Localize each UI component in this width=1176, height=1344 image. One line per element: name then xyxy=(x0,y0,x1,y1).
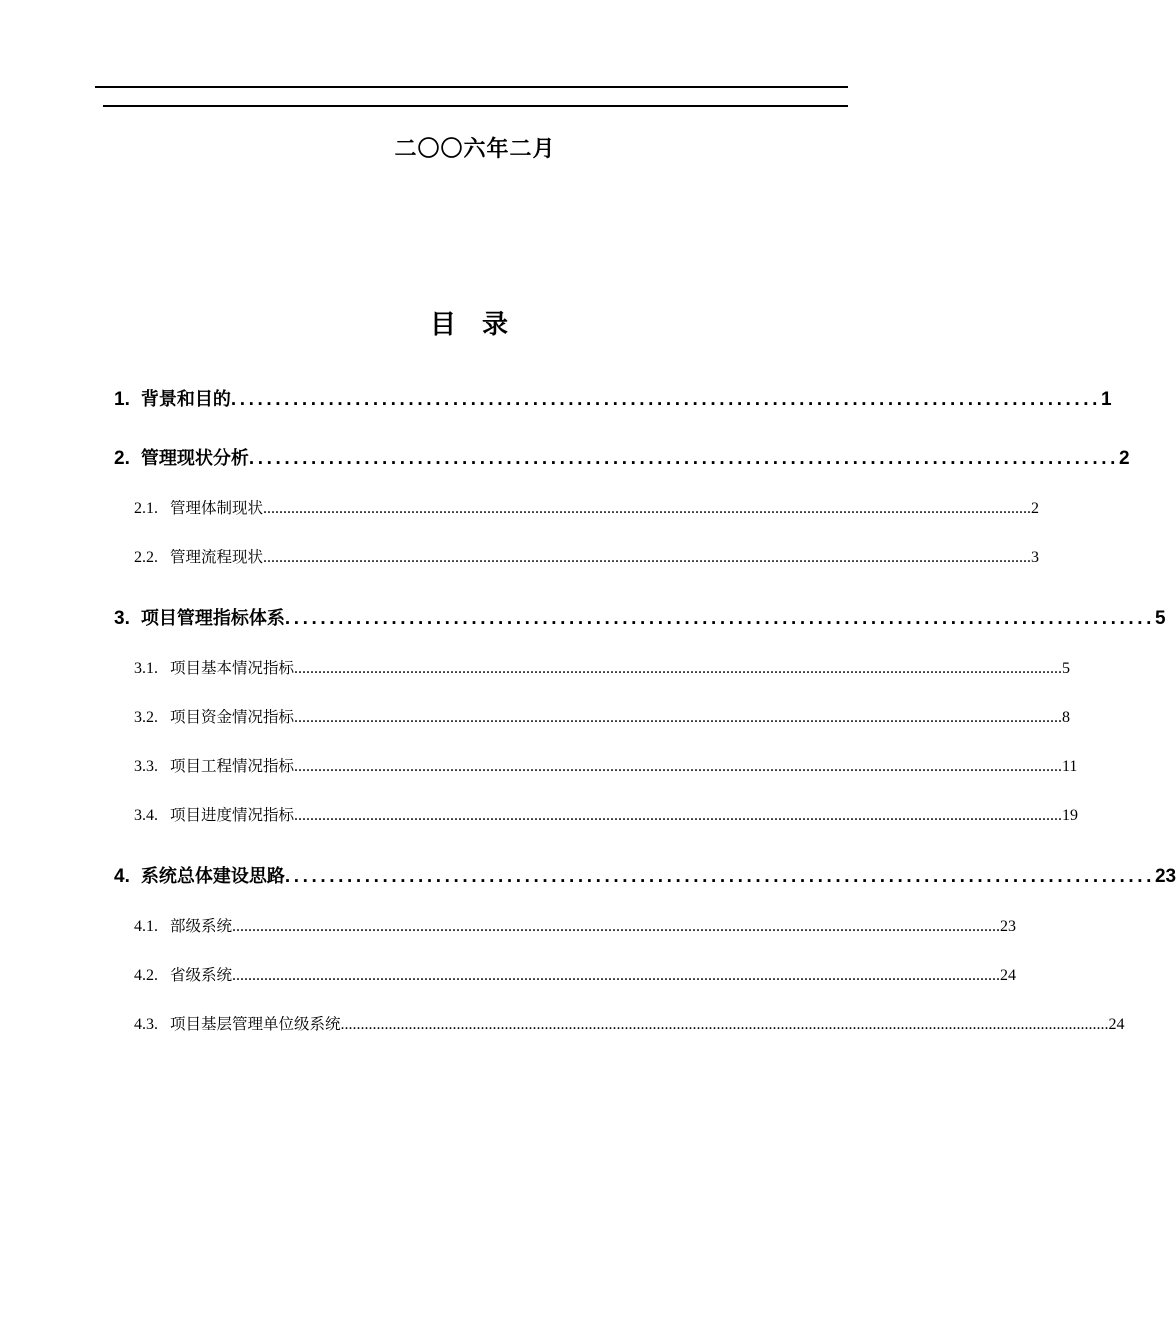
toc-entry-number: 3.4. xyxy=(134,807,158,824)
toc-entry[interactable] xyxy=(134,706,1071,729)
toc-leader-dots: ................................................................................................................................................................................................ xyxy=(294,660,1063,677)
toc-leader-dots: ................................................................................................................................................................................................ xyxy=(263,549,1032,566)
header-rule-bottom xyxy=(103,105,848,107)
toc-entry[interactable] xyxy=(134,964,1017,987)
toc-entry[interactable] xyxy=(114,388,1112,412)
toc-entry-label: 省级系统 xyxy=(170,966,233,984)
toc-entry-page: 24 xyxy=(1000,967,1017,984)
toc-entry-label: 管理流程现状 xyxy=(170,548,264,566)
toc-entry-number: 4.1. xyxy=(134,918,158,935)
toc-entry-label: 项目基层管理单位级系统 xyxy=(170,1015,341,1033)
document-date: 二〇〇六年二月 xyxy=(394,137,556,162)
toc-entry-page: 2 xyxy=(1031,500,1040,517)
toc-entry-label: 项目基本情况指标 xyxy=(170,659,295,677)
toc-leader-dots: ................................................................................................................................................................................................ xyxy=(294,758,1063,775)
toc-entry-number: 2. xyxy=(114,448,130,469)
toc-entry-number: 3. xyxy=(114,608,130,629)
toc-leader-dots: .................................................................................................. xyxy=(284,866,1155,887)
toc-entry[interactable] xyxy=(134,804,1079,827)
toc-entry-page: 2 xyxy=(1118,448,1130,469)
toc-leader-dots: .................................................................................................. xyxy=(284,608,1155,629)
toc-entry-page: 5 xyxy=(1062,660,1071,677)
toc-entry[interactable] xyxy=(134,915,1017,938)
toc-entry[interactable] xyxy=(114,865,1176,889)
toc-entry-number: 3.1. xyxy=(134,660,158,677)
toc-entry-page: 19 xyxy=(1062,807,1079,824)
toc-leader-dots: ................................................................................................................................................................................................ xyxy=(263,500,1032,517)
toc-leader-dots: .................................................................................................. xyxy=(248,448,1119,469)
toc-entry-number: 4.2. xyxy=(134,967,158,984)
toc-leader-dots: .................................................................................................. xyxy=(230,389,1101,410)
toc-entry-page: 5 xyxy=(1154,608,1166,629)
toc-entry-label: 系统总体建设思路 xyxy=(140,866,285,887)
toc-entry-number: 4.3. xyxy=(134,1016,158,1033)
toc-entry[interactable] xyxy=(134,497,1040,520)
toc-entry[interactable] xyxy=(114,607,1166,631)
toc-leader-dots: ................................................................................................................................................................................................ xyxy=(340,1016,1109,1033)
header-rule-top xyxy=(95,86,848,88)
toc-entry-label: 部级系统 xyxy=(170,917,233,935)
toc-leader-dots: ................................................................................................................................................................................................ xyxy=(232,918,1001,935)
toc-entry-page: 24 xyxy=(1108,1016,1125,1033)
toc-entry-label: 项目资金情况指标 xyxy=(170,708,295,726)
toc-entry-label: 管理体制现状 xyxy=(170,499,264,517)
toc-entry-number: 3.2. xyxy=(134,709,158,726)
toc-entry-number: 2.1. xyxy=(134,500,158,517)
toc-entry-label: 项目管理指标体系 xyxy=(140,608,285,629)
toc-leader-dots: ................................................................................................................................................................................................ xyxy=(232,967,1001,984)
toc-entry[interactable] xyxy=(134,657,1071,680)
toc-leader-dots: ................................................................................................................................................................................................ xyxy=(294,807,1063,824)
toc-entry-number: 2.2. xyxy=(134,549,158,566)
toc-entry-page: 23 xyxy=(1000,918,1017,935)
toc-entry[interactable] xyxy=(134,1013,1125,1036)
toc-entry[interactable] xyxy=(114,447,1130,471)
toc-entry-page: 1 xyxy=(1100,389,1112,410)
toc-entry-page: 3 xyxy=(1031,549,1040,566)
toc-leader-dots: ................................................................................................................................................................................................ xyxy=(294,709,1063,726)
toc-entry[interactable] xyxy=(134,546,1040,569)
toc-entry[interactable] xyxy=(134,755,1078,778)
toc-entry-number: 3.3. xyxy=(134,758,158,775)
toc-title: 目录 xyxy=(429,310,534,340)
toc-entry-label: 项目进度情况指标 xyxy=(170,806,295,824)
toc-entry-page: 8 xyxy=(1062,709,1071,726)
toc-entry-page: 23 xyxy=(1154,866,1176,887)
toc-entry-number: 1. xyxy=(114,389,130,410)
toc-entry-label: 项目工程情况指标 xyxy=(170,757,295,775)
toc-entry-number: 4. xyxy=(114,866,130,887)
toc-entry-label: 背景和目的 xyxy=(140,389,231,410)
toc-entry-label: 管理现状分析 xyxy=(140,448,249,469)
toc-entry-page: 11 xyxy=(1062,758,1078,775)
